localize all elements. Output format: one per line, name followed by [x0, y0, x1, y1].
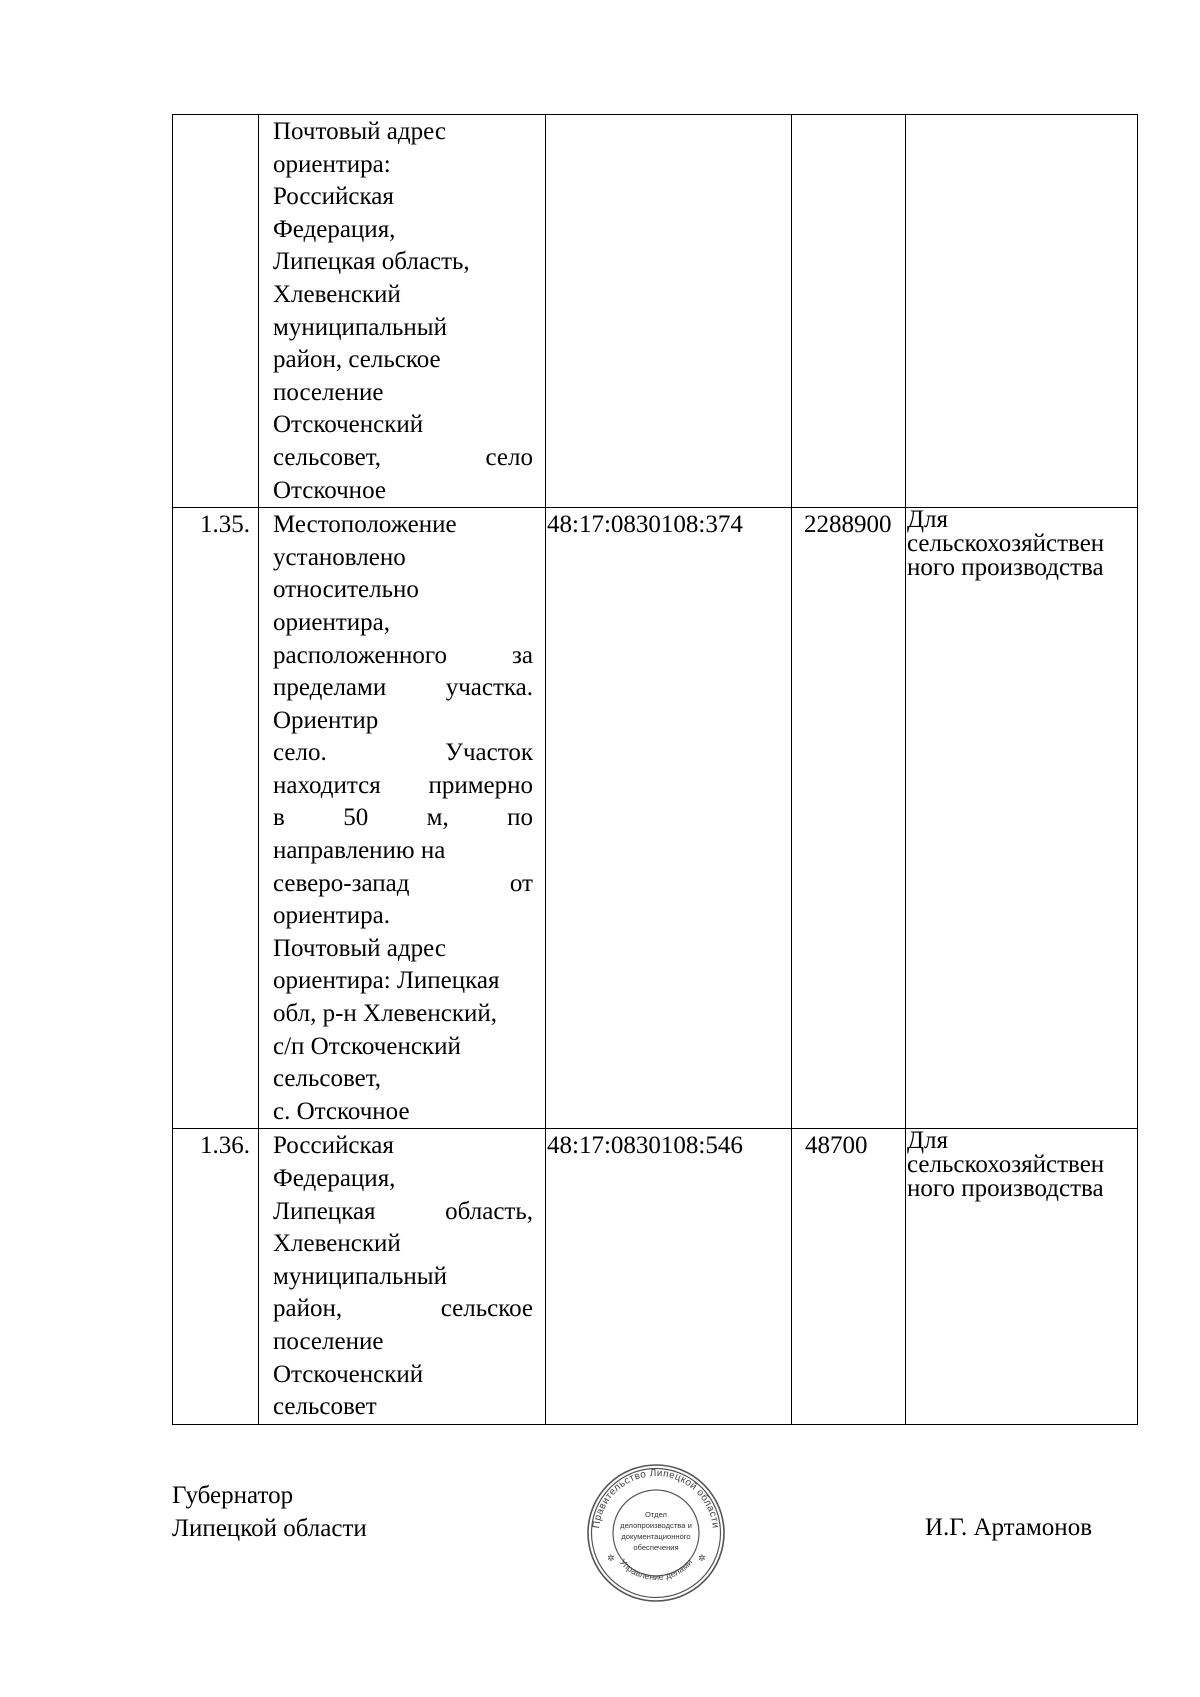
row-number: 1.35.: [173, 508, 259, 1129]
seal-center-line: Отдел: [645, 1510, 667, 1519]
area-value: 2288900: [792, 508, 906, 1129]
signature-position-line1: Губернатор: [172, 1482, 294, 1509]
description-line: село. Участок: [273, 739, 533, 767]
description-line: ориентира: Липецкая: [273, 967, 500, 995]
usage-line: Для: [907, 1127, 949, 1155]
description-line: ориентира.: [273, 902, 391, 930]
description-line: расположенного за: [273, 641, 533, 669]
description-line: Хлевенский: [273, 280, 401, 308]
description-line: Федерация,: [273, 215, 396, 243]
description-line: сельсовет: [273, 1393, 377, 1421]
signature-position: [172, 1480, 367, 1545]
description-line: поселение: [273, 378, 384, 406]
description-line: Липецкая область,: [273, 1197, 533, 1225]
cadastral-number: 48:17:0830108:374: [546, 508, 792, 1129]
land-plots-table: [172, 114, 1138, 1425]
description-line: Почтовый адрес: [273, 934, 446, 962]
permitted-use: [906, 115, 1138, 508]
area-value: [792, 115, 906, 508]
table-row: [173, 508, 1138, 1129]
description-line: муниципальный: [273, 1262, 447, 1290]
description-line: сельсовет,: [273, 1065, 382, 1093]
location-description: [259, 1129, 546, 1424]
description-line: район, сельское: [273, 1295, 533, 1323]
seal-outer-text: Правительство Липецкой области: [591, 1467, 721, 1530]
description-line: Отскоченский: [273, 1360, 424, 1388]
description-line: обл, р-н Хлевенский,: [273, 1000, 498, 1028]
seal-center-text: [620, 1510, 692, 1552]
official-seal-stamp: [585, 1462, 727, 1604]
usage-line: ного производства: [907, 1175, 1104, 1203]
seal-star-left-icon: ✲: [607, 1554, 615, 1564]
description-line: северо-запад от: [273, 869, 533, 897]
cadastral-number: [546, 115, 792, 508]
description-line: ориентира:: [273, 150, 391, 178]
description-line: Отскочное: [273, 476, 386, 504]
description-line: находится примерно: [273, 771, 533, 799]
seal-center-line: обеспечения: [633, 1543, 679, 1552]
location-description: [259, 115, 546, 508]
description-line: Отскоченский: [273, 411, 424, 439]
description-line: пределами участка.: [273, 674, 533, 702]
permitted-use: [906, 1129, 1138, 1424]
description-line: поселение: [273, 1327, 384, 1355]
usage-line: ного производства: [907, 554, 1104, 582]
signature-position-line2: Липецкой области: [172, 1514, 367, 1542]
description-line: муниципальный: [273, 313, 447, 341]
usage-line: сельскохозяйствен: [907, 530, 1105, 558]
description-line: Российская: [273, 183, 394, 211]
location-description: [259, 508, 546, 1129]
usage-line: Для: [907, 506, 949, 534]
permitted-use: [906, 508, 1138, 1129]
description-line: Российская: [273, 1132, 394, 1160]
description-line: с. Отскочное: [273, 1097, 410, 1125]
row-number: [173, 115, 259, 508]
description-line: ориентира,: [273, 608, 391, 636]
description-line: Хлевенский: [273, 1230, 401, 1258]
seal-center-line: делопроизводства и: [620, 1521, 692, 1530]
description-line: с/п Отскоченский: [273, 1032, 461, 1060]
usage-line: сельскохозяйствен: [907, 1151, 1105, 1179]
description-line: Местоположение: [273, 511, 457, 539]
signature-name: И.Г. Артамонов: [925, 1514, 1092, 1541]
table-row: [173, 115, 1138, 508]
seal-star-right-icon: ✲: [698, 1554, 706, 1564]
description-line: Липецкая область,: [273, 248, 470, 276]
table-row: [173, 1129, 1138, 1424]
seal-center-line: документационного: [621, 1532, 691, 1541]
description-line: относительно: [273, 576, 419, 604]
description-line: Федерация,: [273, 1165, 396, 1192]
seal-bottom-text: Управление делами: [617, 1557, 695, 1583]
cadastral-number: 48:17:0830108:546: [546, 1129, 792, 1424]
svg-text:Правительство Липецкой области: [591, 1468, 721, 1529]
description-line: район, сельское: [273, 346, 441, 374]
description-line: установлено: [273, 543, 406, 571]
description-line: Ориентир: [273, 706, 379, 734]
area-value: 48700: [792, 1129, 906, 1424]
description-line: сельсовет, село: [273, 443, 533, 471]
description-line: Почтовый адрес: [273, 118, 446, 145]
description-line: в 50 м, по: [273, 804, 533, 832]
svg-text:Управление делами: [618, 1557, 695, 1582]
table-body: [173, 115, 1138, 1425]
description-line: направлению на: [273, 837, 446, 865]
row-number: 1.36.: [173, 1129, 259, 1424]
